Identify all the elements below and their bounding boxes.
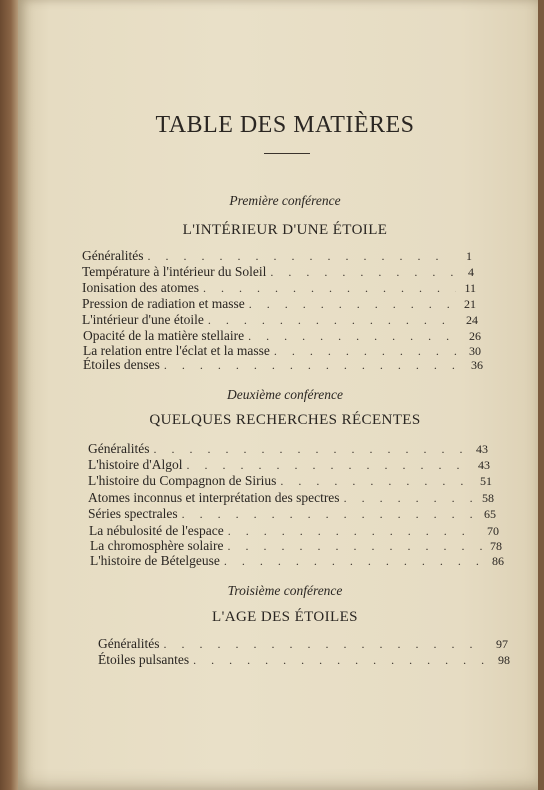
toc-entry[interactable]	[83, 357, 483, 373]
entry-page: 30	[469, 344, 481, 358]
entry-label: Ionisation des atomes	[82, 280, 199, 295]
entry-label: Atomes inconnus et interprétation des spectres	[88, 490, 340, 505]
entry-page: 43	[476, 442, 488, 456]
entry-page: 97	[496, 637, 508, 651]
toc-entry[interactable]	[88, 441, 488, 457]
entry-label: La relation entre l'éclat et la masse	[83, 343, 270, 358]
leader-dots	[203, 280, 456, 296]
toc-entry[interactable]	[82, 280, 476, 296]
entry-page: 36	[471, 358, 483, 372]
section-heading-2: QUELQUES RECHERCHES RÉCENTES	[149, 412, 421, 428]
toc-entry[interactable]	[98, 652, 510, 668]
entry-page: 11	[464, 281, 476, 295]
leader-dots	[224, 553, 484, 569]
book-page	[18, 0, 538, 790]
entry-label: Étoiles pulsantes	[98, 652, 190, 667]
entry-page: 21	[464, 297, 476, 311]
leader-dots	[270, 264, 454, 280]
entry-label: La chromosphère solaire	[90, 538, 224, 553]
toc-entry[interactable]	[82, 248, 472, 264]
leader-dots	[249, 296, 456, 312]
entry-label: Pression de radiation et masse	[82, 296, 245, 311]
entry-page: 70	[487, 524, 499, 538]
toc-entry[interactable]	[88, 506, 496, 522]
entry-label: La nébulosité de l'espace	[89, 523, 224, 538]
leader-dots	[164, 357, 463, 373]
entry-page: 58	[482, 491, 494, 505]
entry-label: Opacité de la matière stellaire	[83, 328, 245, 343]
leader-dots	[344, 490, 474, 506]
entry-page: 26	[469, 329, 481, 343]
entry-label: Généralités	[82, 248, 144, 263]
leader-dots	[208, 312, 458, 328]
leader-dots	[163, 636, 488, 652]
leader-dots	[182, 506, 476, 522]
section-heading-1: L'INTÉRIEUR D'UNE ÉTOILE	[182, 222, 388, 238]
toc-entry[interactable]	[82, 296, 476, 312]
entry-label: Généralités	[98, 636, 160, 651]
entry-label: L'intérieur d'une étoile	[82, 312, 204, 327]
toc-entry[interactable]	[82, 312, 478, 328]
leader-dots	[280, 473, 472, 489]
toc-entry[interactable]	[82, 264, 474, 280]
leader-dots	[147, 248, 452, 264]
entry-page: 86	[492, 554, 504, 568]
conference-label-1: Première conférence	[229, 193, 341, 208]
leader-dots	[193, 652, 490, 668]
toc-entry[interactable]	[83, 328, 481, 344]
toc-entry[interactable]	[89, 523, 499, 539]
leader-dots	[248, 328, 461, 344]
page-title: TABLE DES MATIÈRES	[155, 112, 415, 138]
entry-page: 43	[478, 458, 490, 472]
entry-label: L'histoire du Compagnon de Sirius	[88, 473, 277, 488]
entry-page: 51	[480, 474, 492, 488]
toc-entry[interactable]	[88, 457, 490, 473]
conference-label-3: Troisième conférence	[227, 583, 343, 598]
entry-page: 98	[498, 653, 510, 667]
entry-label: Température à l'intérieur du Soleil	[82, 264, 267, 279]
toc-entry[interactable]	[88, 490, 494, 506]
entry-label: Généralités	[88, 441, 150, 456]
entry-page: 1	[466, 249, 472, 263]
entry-page: 24	[466, 313, 478, 327]
toc-entry[interactable]	[98, 636, 508, 652]
leader-dots	[228, 523, 479, 539]
title-divider	[264, 153, 310, 155]
entry-label: L'histoire d'Algol	[88, 457, 183, 472]
entry-page: 4	[468, 265, 474, 279]
entry-page: 78	[490, 539, 502, 553]
section-heading-3: L'AGE DES ÉTOILES	[212, 609, 358, 625]
book-spine-edge	[0, 0, 18, 790]
entry-label: Étoiles denses	[83, 357, 160, 372]
conference-label-2: Deuxième conférence	[226, 387, 344, 402]
entry-label: L'histoire de Bételgeuse	[90, 553, 220, 568]
entry-label: Séries spectrales	[88, 506, 178, 521]
leader-dots	[227, 538, 482, 554]
toc-entry[interactable]	[88, 473, 492, 489]
leader-dots	[153, 441, 468, 457]
toc-entry[interactable]	[90, 538, 502, 554]
toc-entry[interactable]	[90, 553, 504, 569]
entry-page: 65	[484, 507, 496, 521]
leader-dots	[186, 457, 470, 473]
